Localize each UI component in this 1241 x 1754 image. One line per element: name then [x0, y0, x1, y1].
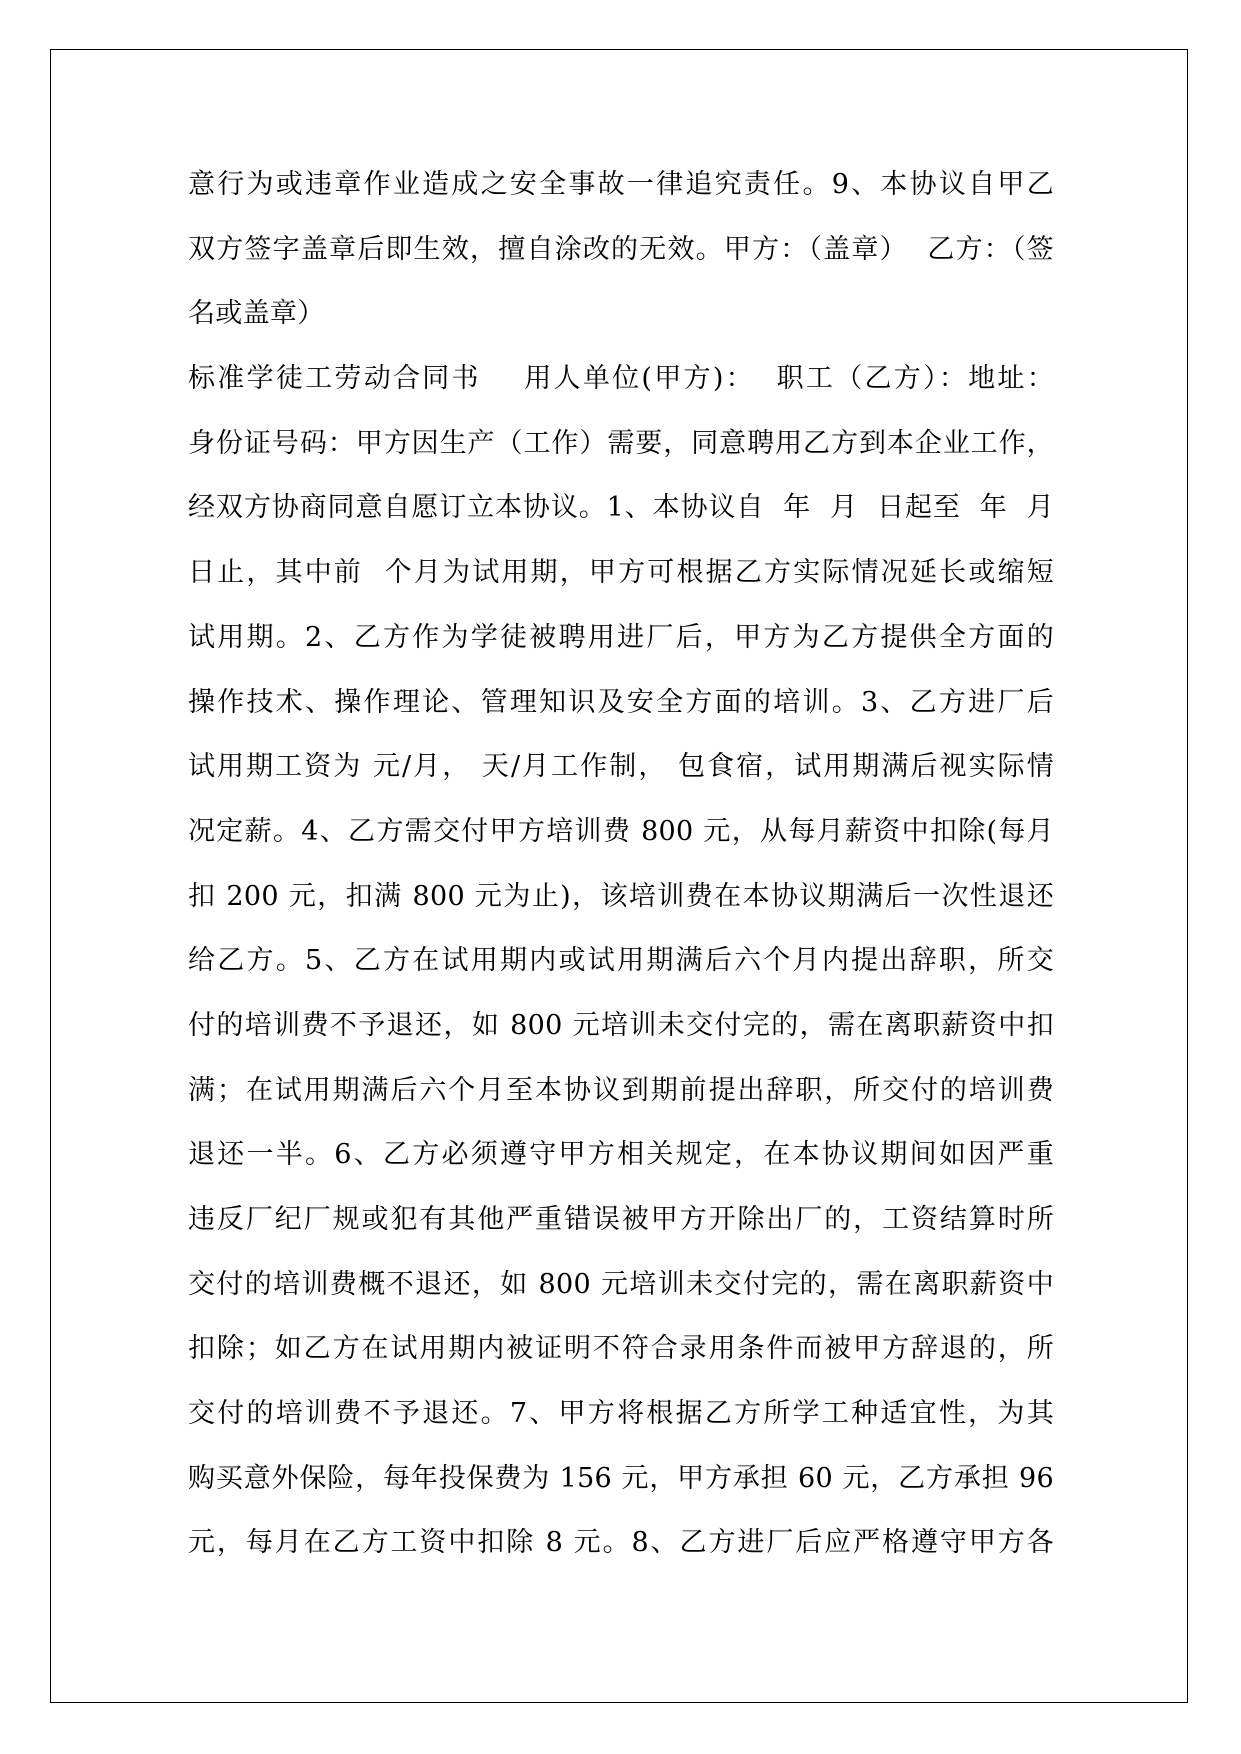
text-line: 身份证号码：甲方因生产（工作）需要，同意聘用乙方到本企业工作， — [188, 427, 1054, 459]
document-heading-line: 标准学徒工劳动合同书 用人单位(甲方)： 职工（乙方）：地址： — [188, 363, 1054, 395]
text-line: 况定薪。4、乙方需交付甲方培训费 800 元，从每月薪资中扣除(每月 — [188, 815, 1054, 847]
text-line: 给乙方。5、乙方在试用期内或试用期满后六个月内提出辞职，所交 — [188, 945, 1054, 977]
text-line: 交付的培训费不予退还。7、甲方将根据乙方所学工种适宜性，为其 — [188, 1398, 1054, 1430]
text-line: 名或盖章） — [188, 298, 325, 330]
text-line: 扣除；如乙方在试用期内被证明不符合录用条件而被甲方辞退的，所 — [188, 1333, 1054, 1365]
text-line: 退还一半。6、乙方必须遵守甲方相关规定，在本协议期间如因严重 — [188, 1139, 1054, 1171]
text-line: 付的培训费不予退还，如 800 元培训未交付完的，需在离职薪资中扣 — [188, 1009, 1054, 1041]
contract-text — [188, 153, 1054, 1576]
text-line: 元，每月在乙方工资中扣除 8 元。8、乙方进厂后应严格遵守甲方各 — [188, 1527, 1054, 1559]
text-line: 日止，其中前 个月为试用期，甲方可根据乙方实际情况延长或缩短 — [188, 557, 1054, 589]
text-line: 试用期。2、乙方作为学徒被聘用进厂后，甲方为乙方提供全方面的 — [188, 621, 1054, 653]
text-line: 操作技术、操作理论、管理知识及安全方面的培训。3、乙方进厂后 — [188, 686, 1054, 718]
text-line: 试用期工资为 元/月， 天/月工作制， 包食宿，试用期满后视实际情 — [188, 751, 1054, 783]
text-line: 交付的培训费概不退还，如 800 元培训未交付完的，需在离职薪资中 — [188, 1268, 1054, 1300]
text-line: 满；在试用期满后六个月至本协议到期前提出辞职，所交付的培训费 — [188, 1074, 1054, 1106]
text-line: 扣 200 元，扣满 800 元为止)，该培训费在本协议期满后一次性退还 — [188, 880, 1054, 912]
text-line: 购买意外保险，每年投保费为 156 元，甲方承担 60 元，乙方承担 96 — [188, 1462, 1054, 1494]
text-line: 违反厂纪厂规或犯有其他严重错误被甲方开除出厂的，工资结算时所 — [188, 1204, 1054, 1235]
text-line: 意行为或违章作业造成之安全事故一律追究责任。9、本协议自甲乙 — [188, 169, 1054, 200]
text-line: 双方签字盖章后即生效，擅自涂改的无效。甲方：（盖章） 乙方：（签 — [188, 233, 1054, 265]
text-line: 经双方协商同意自愿订立本协议。1、本协议自 年 月 日起至 年 月 — [188, 492, 1054, 524]
